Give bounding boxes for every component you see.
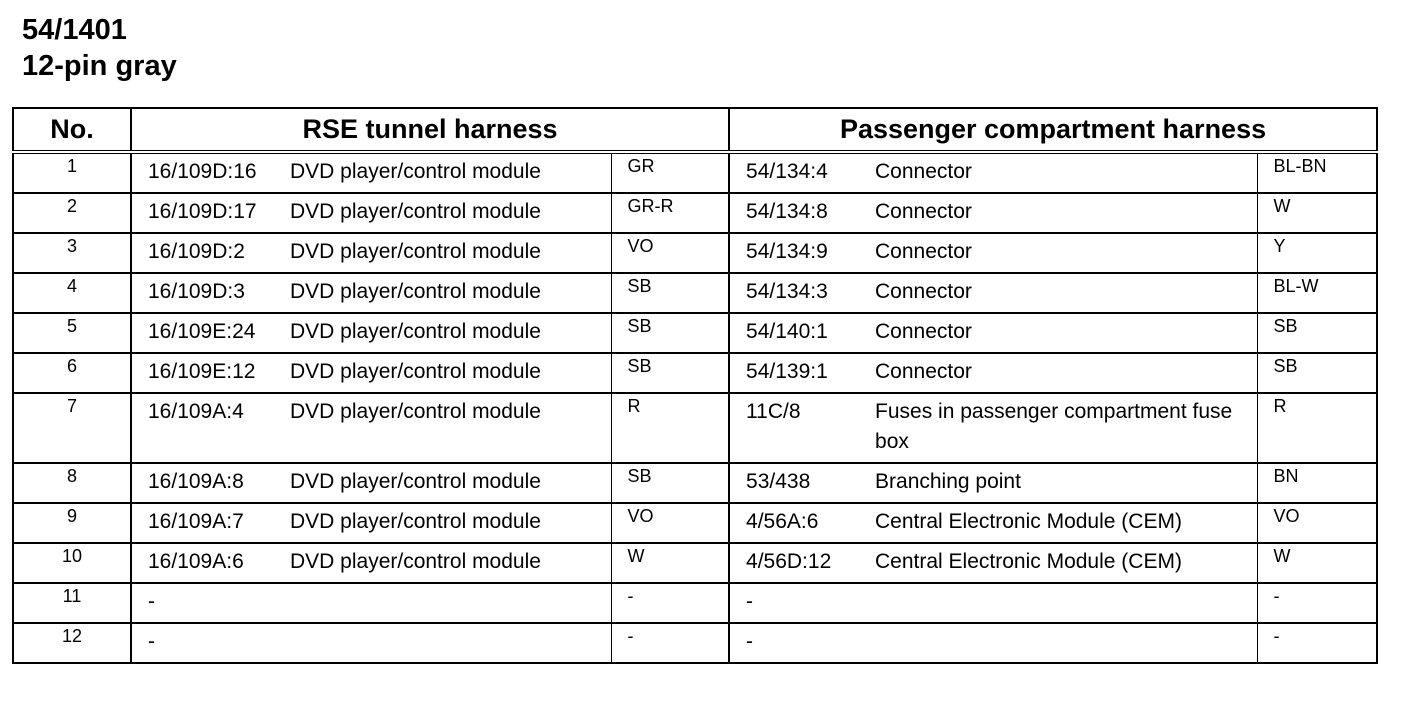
rse-wire-color: VO: [611, 503, 729, 543]
connector-description: 12-pin gray: [22, 50, 177, 82]
rse-connection-code: 16/109D:16: [148, 160, 257, 183]
pin-number: 4: [13, 273, 131, 313]
rse-connection-code: 16/109A:4: [148, 400, 244, 423]
passenger-wire-color: Y: [1257, 233, 1377, 273]
table-row: [13, 353, 1377, 393]
rse-connection-description: DVD player/control module: [290, 280, 541, 303]
rse-connection-code: -: [148, 630, 155, 653]
passenger-connection-description: Connector: [869, 313, 1257, 353]
rse-connection-code: 16/109E:12: [148, 360, 256, 383]
rse-wire-color: R: [611, 393, 729, 463]
rse-connection: [131, 543, 611, 583]
table-row: [13, 233, 1377, 273]
table-row: [13, 583, 1377, 623]
passenger-connection-code: 54/134:3: [729, 273, 869, 313]
passenger-connection-description: Central Electronic Module (CEM): [869, 503, 1257, 543]
pin-table: [12, 107, 1378, 664]
rse-connection-description: DVD player/control module: [290, 360, 541, 383]
rse-connection: [131, 233, 611, 273]
table-header-row: [13, 108, 1377, 152]
passenger-connection-code: 4/56A:6: [729, 503, 869, 543]
passenger-wire-color: VO: [1257, 503, 1377, 543]
pin-number: 1: [13, 152, 131, 193]
rse-connection-description: DVD player/control module: [290, 200, 541, 223]
table-row: [13, 463, 1377, 503]
table-row: [13, 152, 1377, 193]
rse-connection-description: DVD player/control module: [290, 160, 541, 183]
pin-number: 6: [13, 353, 131, 393]
passenger-wire-color: SB: [1257, 353, 1377, 393]
passenger-connection-description: Branching point: [869, 463, 1257, 503]
passenger-connection-code: 11C/8: [729, 393, 869, 463]
rse-connection-code: 16/109A:8: [148, 470, 244, 493]
rse-wire-color: SB: [611, 353, 729, 393]
passenger-connection-code: 4/56D:12: [729, 543, 869, 583]
rse-connection: [131, 503, 611, 543]
passenger-connection-description: Connector: [869, 273, 1257, 313]
passenger-connection-description: [869, 623, 1257, 663]
passenger-connection-description: Connector: [869, 233, 1257, 273]
rse-wire-color: SB: [611, 313, 729, 353]
pin-number: 9: [13, 503, 131, 543]
rse-connection: [131, 273, 611, 313]
pin-number: 12: [13, 623, 131, 663]
rse-wire-color: GR-R: [611, 193, 729, 233]
passenger-connection-code: 53/438: [729, 463, 869, 503]
header-no: No.: [13, 108, 131, 152]
passenger-wire-color: R: [1257, 393, 1377, 463]
rse-connection: [131, 152, 611, 193]
rse-connection: [131, 583, 611, 623]
passenger-wire-color: W: [1257, 543, 1377, 583]
pin-number: 5: [13, 313, 131, 353]
pin-number: 8: [13, 463, 131, 503]
passenger-connection-description: [869, 583, 1257, 623]
rse-connection-code: -: [148, 590, 155, 613]
rse-connection: [131, 393, 611, 463]
pin-number: 3: [13, 233, 131, 273]
rse-connection: [131, 313, 611, 353]
table-row: [13, 503, 1377, 543]
table-row: [13, 273, 1377, 313]
passenger-wire-color: BN: [1257, 463, 1377, 503]
rse-connection-code: 16/109A:6: [148, 550, 244, 573]
pin-number: 2: [13, 193, 131, 233]
rse-connection-code: 16/109D:17: [148, 200, 257, 223]
rse-connection-code: 16/109A:7: [148, 510, 244, 533]
rse-connection-code: 16/109D:2: [148, 240, 245, 263]
rse-wire-color: -: [611, 583, 729, 623]
rse-connection: [131, 353, 611, 393]
document-title: [22, 12, 177, 84]
passenger-connection-description: Connector: [869, 152, 1257, 193]
passenger-connection-description: Fuses in passenger compartment fuse box: [869, 393, 1257, 463]
passenger-connection-code: 54/134:4: [729, 152, 869, 193]
passenger-connection-code: 54/140:1: [729, 313, 869, 353]
table-body: [13, 152, 1377, 663]
connector-id: 54/1401: [22, 14, 127, 46]
table-row: [13, 623, 1377, 663]
passenger-connection-description: Connector: [869, 353, 1257, 393]
rse-connection-description: DVD player/control module: [290, 510, 541, 533]
table-row: [13, 393, 1377, 463]
passenger-wire-color: W: [1257, 193, 1377, 233]
rse-connection: [131, 193, 611, 233]
passenger-wire-color: BL-BN: [1257, 152, 1377, 193]
rse-wire-color: SB: [611, 463, 729, 503]
rse-connection-description: DVD player/control module: [290, 550, 541, 573]
passenger-wire-color: BL-W: [1257, 273, 1377, 313]
rse-connection-code: 16/109E:24: [148, 320, 256, 343]
pin-number: 11: [13, 583, 131, 623]
table-row: [13, 193, 1377, 233]
rse-wire-color: VO: [611, 233, 729, 273]
rse-wire-color: GR: [611, 152, 729, 193]
rse-wire-color: -: [611, 623, 729, 663]
header-passenger-harness: Passenger compartment harness: [729, 108, 1377, 152]
pin-number: 7: [13, 393, 131, 463]
rse-connection: [131, 463, 611, 503]
rse-connection: [131, 623, 611, 663]
rse-connection-code: 16/109D:3: [148, 280, 245, 303]
pin-number: 10: [13, 543, 131, 583]
passenger-wire-color: -: [1257, 623, 1377, 663]
header-rse-harness: RSE tunnel harness: [131, 108, 729, 152]
passenger-connection-code: 54/134:8: [729, 193, 869, 233]
rse-wire-color: W: [611, 543, 729, 583]
rse-wire-color: SB: [611, 273, 729, 313]
passenger-connection-code: -: [729, 583, 869, 623]
rse-connection-description: DVD player/control module: [290, 320, 541, 343]
rse-connection-description: DVD player/control module: [290, 470, 541, 493]
passenger-connection-description: Central Electronic Module (CEM): [869, 543, 1257, 583]
table-row: [13, 543, 1377, 583]
passenger-connection-code: 54/139:1: [729, 353, 869, 393]
passenger-wire-color: -: [1257, 583, 1377, 623]
passenger-connection-code: 54/134:9: [729, 233, 869, 273]
table-row: [13, 313, 1377, 353]
rse-connection-description: DVD player/control module: [290, 240, 541, 263]
passenger-connection-description: Connector: [869, 193, 1257, 233]
rse-connection-description: DVD player/control module: [290, 400, 541, 423]
passenger-connection-code: -: [729, 623, 869, 663]
passenger-wire-color: SB: [1257, 313, 1377, 353]
